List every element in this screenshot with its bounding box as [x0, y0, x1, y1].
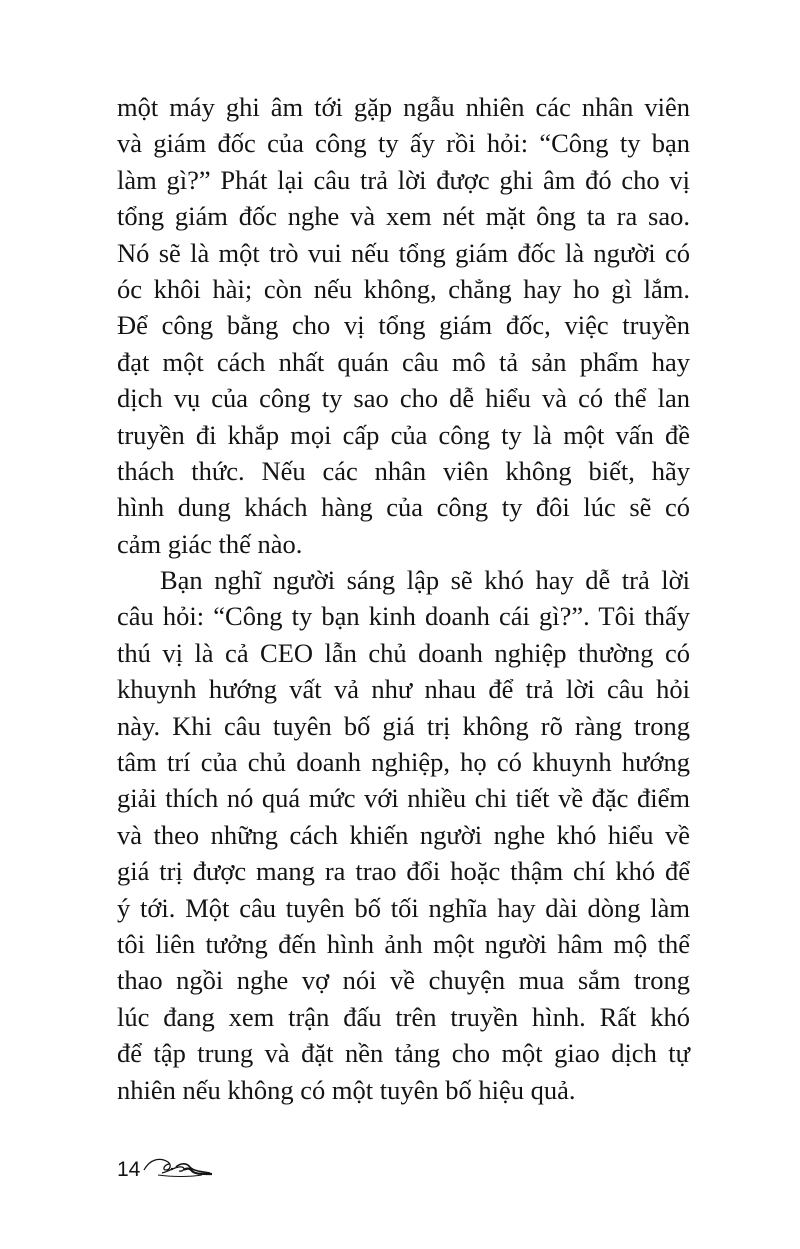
text-line: thú vị là cả CEO lẫn chủ doanh nghiệp thường có — [117, 637, 690, 668]
page-number: 14 — [117, 1158, 141, 1181]
text-line: truyền đi khắp mọi cấp của công ty là một vấn đề — [117, 419, 690, 450]
text-line: và theo những cách khiến người nghe khó hiểu về — [117, 819, 690, 850]
text-line: dịch vụ của công ty sao cho dễ hiểu và có thể lan — [117, 383, 690, 414]
text-line: tổng giám đốc nghe và xem nét mặt ông ta ra sao. — [117, 201, 690, 232]
text-line: Nó sẽ là một trò vui nếu tổng giám đốc là người có — [117, 237, 690, 268]
text-line: nhiên nếu không có một tuyên bố hiệu quả. — [117, 1074, 576, 1105]
text-line: đạt một cách nhất quán câu mô tả sản phẩm hay — [117, 346, 690, 377]
text-line: giải thích nó quá mức với nhiều chi tiết về đặc điểm — [117, 783, 690, 814]
text-line: tôi liên tưởng đến hình ảnh một người hâm mộ thể — [117, 928, 690, 959]
text-line: ý tới. Một câu tuyên bố tối nghĩa hay dài dòng làm — [117, 892, 690, 923]
text-line: lúc đang xem trận đấu trên truyền hình. Rất khó — [117, 1001, 690, 1032]
page-footer — [117, 1150, 216, 1180]
text-line: Bạn nghĩ người sáng lập sẽ khó hay dễ trả lời — [160, 565, 690, 596]
text-line: óc khôi hài; còn nếu không, chẳng hay ho gì lắm. — [117, 273, 690, 304]
text-line: giá trị được mang ra trao đổi hoặc thậm chí khó để — [117, 856, 690, 887]
text-line: và giám đốc của công ty ấy rồi hỏi: “Công ty bạn — [117, 128, 690, 159]
text-line: để tập trung và đặt nền tảng cho một giao dịch tự — [117, 1038, 690, 1069]
swash-ornament-icon — [142, 1154, 216, 1180]
text-line: khuynh hướng vất vả như nhau để trả lời câu hỏi — [117, 674, 690, 705]
text-line: làm gì?” Phát lại câu trả lời được ghi âm đó cho vị — [117, 164, 690, 195]
text-line: tâm trí của chủ doanh nghiệp, họ có khuynh hướng — [117, 747, 690, 778]
text-line: này. Khi câu tuyên bố giá trị không rõ ràng trong — [117, 710, 690, 741]
text-line: thao ngồi nghe vợ nói về chuyện mua sắm trong — [117, 965, 690, 996]
text-line: Để công bằng cho vị tổng giám đốc, việc truyền — [117, 310, 690, 341]
text-line: câu hỏi: “Công ty bạn kinh doanh cái gì?”. Tôi thấy — [117, 601, 690, 632]
text-line: hình dung khách hàng của công ty đôi lúc sẽ có — [117, 492, 690, 523]
text-line: một máy ghi âm tới gặp ngẫu nhiên các nhân viên — [117, 92, 690, 122]
text-line: cảm giác thế nào. — [117, 528, 303, 559]
body-text — [117, 89, 690, 1108]
text-line: thách thức. Nếu các nhân viên không biết, hãy — [117, 455, 690, 486]
